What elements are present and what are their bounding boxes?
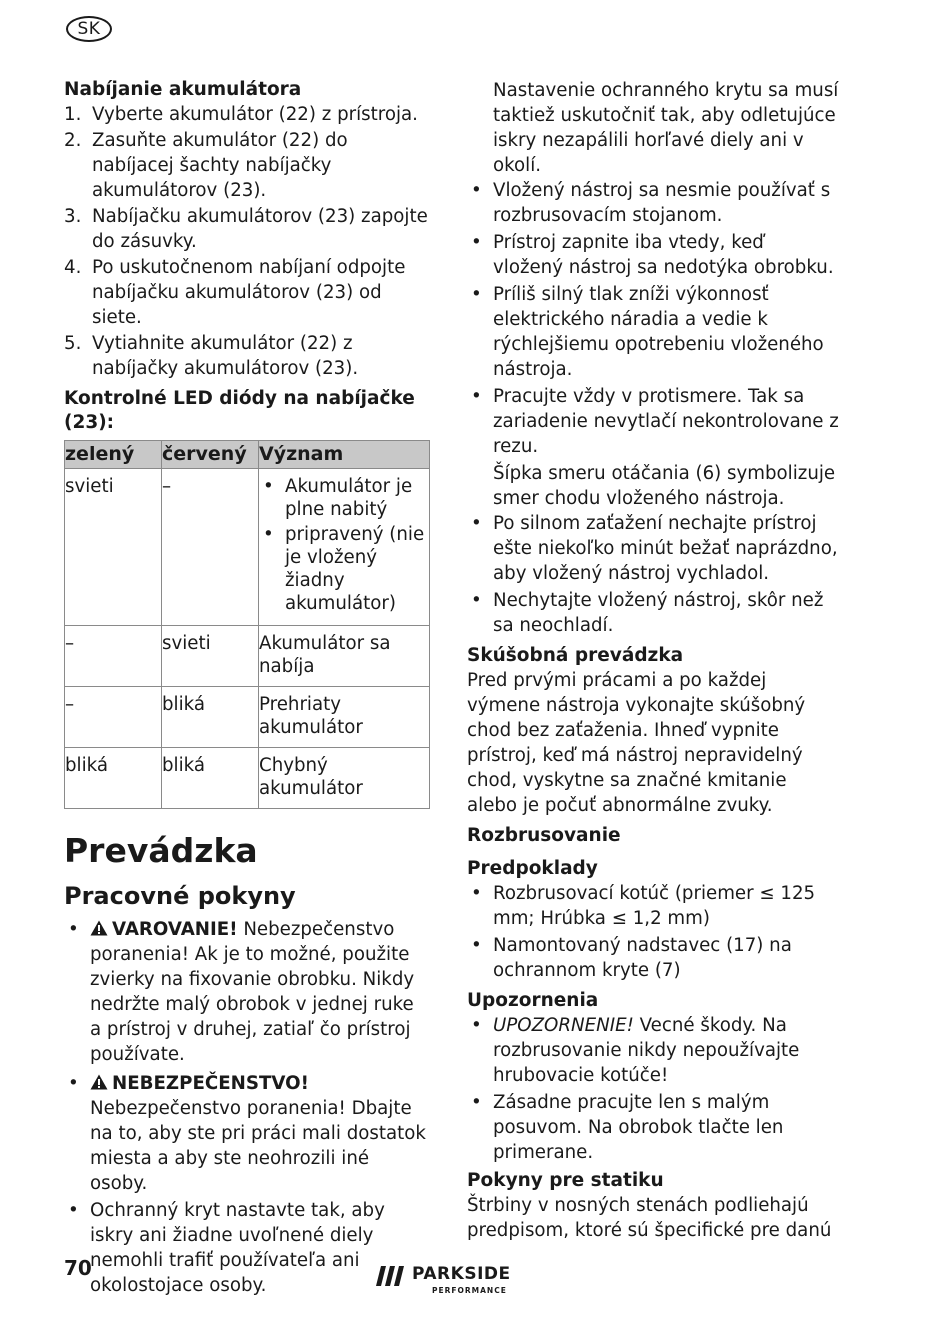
cell-red: svieti xyxy=(162,626,259,687)
section-title: Prevádzka xyxy=(64,831,258,870)
prereq-title: Predpoklady xyxy=(467,858,598,879)
header-meaning: Význam xyxy=(259,441,430,469)
warning-text: Nebezpečenstvo poranenia! Ak je to možné, použite zvierky na fixovanie obrobku. Nikdy nedržte malý obrobok v jednej ruke a prístroj v druhej, zatiaľ čo prístroj používate. xyxy=(90,919,415,1065)
warning-triangle-icon xyxy=(90,920,108,936)
bullet-icon: • xyxy=(471,883,482,904)
cell-green: svieti xyxy=(65,469,162,626)
meaning-text: pripravený (nie je vložený žiadny akumulátor) xyxy=(285,524,425,614)
meaning-list xyxy=(259,475,429,615)
cell-red: bliká xyxy=(162,748,259,809)
list-item xyxy=(64,102,430,127)
bullet-text: Rozbrusovací kotúč (priemer ≤ 125 mm; Hrúbka ≤ 1,2 mm) xyxy=(493,883,816,929)
test-text: Pred prvými prácami a po každej výmene nástroja vykonajte skúšobný chod bez zaťaženia. Ihneď vypnite prístroj, keď má nástroj nepravidelný chod, vyskytne sa značné kmitanie alebo je počuť abnormálne zvuky. xyxy=(467,670,806,816)
notes-title: Upozornenia xyxy=(467,990,599,1011)
warning-triangle-icon xyxy=(90,1074,108,1090)
notice-label: UPOZORNENIE! xyxy=(493,1015,634,1036)
list-item xyxy=(64,204,430,254)
step-text: Vytiahnite akumulátor (22) z nabíjačky akumulátorov (23). xyxy=(92,333,359,379)
bullet-icon: • xyxy=(68,1073,79,1094)
notice-text: Vecné škody. Na rozbrusovanie nikdy nepoužívajte hrubovacie kotúče! xyxy=(493,1015,800,1086)
list-item xyxy=(467,1013,839,1088)
step-number: 5. xyxy=(64,333,82,354)
list-item xyxy=(467,384,839,459)
work-instructions-list xyxy=(64,917,430,1298)
cell-meaning xyxy=(259,469,430,626)
cell-meaning: Akumulátor sa nabíja xyxy=(259,626,430,687)
list-item xyxy=(64,255,430,330)
table-row xyxy=(65,626,430,687)
charging-title: Nabíjanie akumulátora xyxy=(64,79,302,100)
cutting-title: Rozbrusovanie xyxy=(467,825,621,846)
list-item xyxy=(64,128,430,203)
header-green: zelený xyxy=(65,441,162,469)
notes-list xyxy=(467,1013,839,1165)
list-item xyxy=(467,588,839,638)
page-number: 70 xyxy=(64,1256,92,1280)
bullet-icon: • xyxy=(263,476,274,497)
arrow-note: Šípka smeru otáčania (6) symbolizuje smer chodu vloženého nástroja. xyxy=(493,463,836,509)
step-text: Zasuňte akumulátor (22) do nabíjacej šachty nabíjačky akumulátorov (23). xyxy=(92,130,348,201)
list-item xyxy=(259,475,429,521)
danger-text: Nebezpečenstvo poranenia! Dbajte na to, aby ste pri práci mali dostatok miesta a aby ste neohrozili iné osoby. xyxy=(90,1098,426,1194)
list-item xyxy=(467,178,839,228)
bullet-icon: • xyxy=(471,1092,482,1113)
list-item xyxy=(259,523,429,615)
table-header-row xyxy=(65,441,430,469)
cell-green: bliká xyxy=(65,748,162,809)
bullet-text: Vložený nástroj sa nesmie používať s rozbrusovacím stojanom. xyxy=(493,180,831,226)
danger-label: NEBEZPEČENSTVO! xyxy=(112,1073,309,1094)
meaning-text: Akumulátor je plne nabitý xyxy=(285,476,413,520)
subsection-title: Pracovné pokyny xyxy=(64,882,296,910)
safety-list xyxy=(467,178,839,459)
step-number: 4. xyxy=(64,257,82,278)
table-row xyxy=(65,469,430,626)
safety-list-2 xyxy=(467,511,839,638)
brand-subline: PERFORMANCE xyxy=(432,1286,507,1295)
left-column xyxy=(64,78,430,1300)
statics-title: Pokyny pre statiku xyxy=(467,1170,664,1191)
led-table xyxy=(64,440,430,809)
test-title: Skúšobná prevádzka xyxy=(467,645,684,666)
bullet-icon: • xyxy=(471,180,482,201)
bullet-icon: • xyxy=(471,1015,482,1036)
brand-name: PARKSIDE xyxy=(412,1264,511,1284)
warning-label: VAROVANIE! xyxy=(112,919,238,940)
step-text: Po uskutočnenom nabíjaní odpojte nabíjačku akumulátorov (23) od siete. xyxy=(92,257,406,328)
guard-continuation: Nastavenie ochranného krytu sa musí taktiež uskutočniť tak, aby odletujúce iskry nezapálili horľavé diely ani v okolí. xyxy=(493,80,839,176)
cell-meaning: Chybný akumulátor xyxy=(259,748,430,809)
cell-green: – xyxy=(65,626,162,687)
bullet-text: Zásadne pracujte len s malým posuvom. Na obrobok tlačte len primerane. xyxy=(493,1092,784,1163)
bullet-text: Nechytajte vložený nástroj, skôr než sa neochladí. xyxy=(493,590,824,636)
language-badge xyxy=(66,16,112,42)
bullet-icon: • xyxy=(471,284,482,305)
bullet-icon: • xyxy=(471,386,482,407)
list-item xyxy=(467,511,839,586)
bullet-text: Namontovaný nadstavec (17) na ochrannom kryte (7) xyxy=(493,935,792,981)
list-item xyxy=(64,917,430,1067)
bullet-text: Po silnom zaťažení nechajte prístroj ešte niekoľko minút bežať naprázdno, aby vložený nástroj vychladol. xyxy=(493,513,838,584)
bullet-text: Príliš silný tlak zníži výkonnosť elektrického náradia a vedie k rýchlejšiemu opotrebeniu vloženého nástroja. xyxy=(493,284,824,380)
table-row xyxy=(65,687,430,748)
brand-logo xyxy=(376,1264,526,1300)
bullet-icon: • xyxy=(68,919,79,940)
language-code: SK xyxy=(77,19,101,39)
list-item xyxy=(467,1090,839,1165)
list-item xyxy=(64,331,430,381)
bullet-icon: • xyxy=(471,935,482,956)
bullet-icon: • xyxy=(68,1200,79,1221)
bullet-icon: • xyxy=(263,524,274,545)
bullet-text: Pracujte vždy v protismere. Tak sa zariadenie nevytlačí nekontrolovane z rezu. xyxy=(493,386,839,457)
statics-text: Štrbiny v nosných stenách podliehajú predpisom, ktoré sú špecifické pre danú xyxy=(467,1195,832,1241)
step-text: Vyberte akumulátor (22) z prístroja. xyxy=(92,104,418,125)
list-item xyxy=(467,881,839,931)
brand-slashes-icon xyxy=(376,1266,406,1286)
charging-steps xyxy=(64,102,430,381)
list-item xyxy=(467,933,839,983)
bullet-icon: • xyxy=(471,590,482,611)
guard-text: Ochranný kryt nastavte tak, aby iskry ani žiadne uvoľnené diely nemohli trafiť používateľa ani okolostojace osoby. xyxy=(90,1200,385,1296)
cell-meaning: Prehriaty akumulátor xyxy=(259,687,430,748)
list-item xyxy=(64,1071,430,1196)
list-item xyxy=(467,230,839,280)
prereq-list xyxy=(467,881,839,983)
table-row xyxy=(65,748,430,809)
step-number: 1. xyxy=(64,104,82,125)
step-number: 2. xyxy=(64,130,82,151)
bullet-icon: • xyxy=(471,232,482,253)
step-number: 3. xyxy=(64,206,82,227)
step-text: Nabíjačku akumulátorov (23) zapojte do zásuvky. xyxy=(92,206,428,252)
right-column xyxy=(467,78,839,1243)
cell-red: – xyxy=(162,469,259,626)
header-red: červený xyxy=(162,441,259,469)
bullet-text: Prístroj zapnite iba vtedy, keď vložený nástroj sa nedotýka obrobku. xyxy=(493,232,834,278)
list-item xyxy=(467,282,839,382)
bullet-icon: • xyxy=(471,513,482,534)
cell-green: – xyxy=(65,687,162,748)
led-title: Kontrolné LED diódy na nabíjačke (23): xyxy=(64,388,415,433)
cell-red: bliká xyxy=(162,687,259,748)
